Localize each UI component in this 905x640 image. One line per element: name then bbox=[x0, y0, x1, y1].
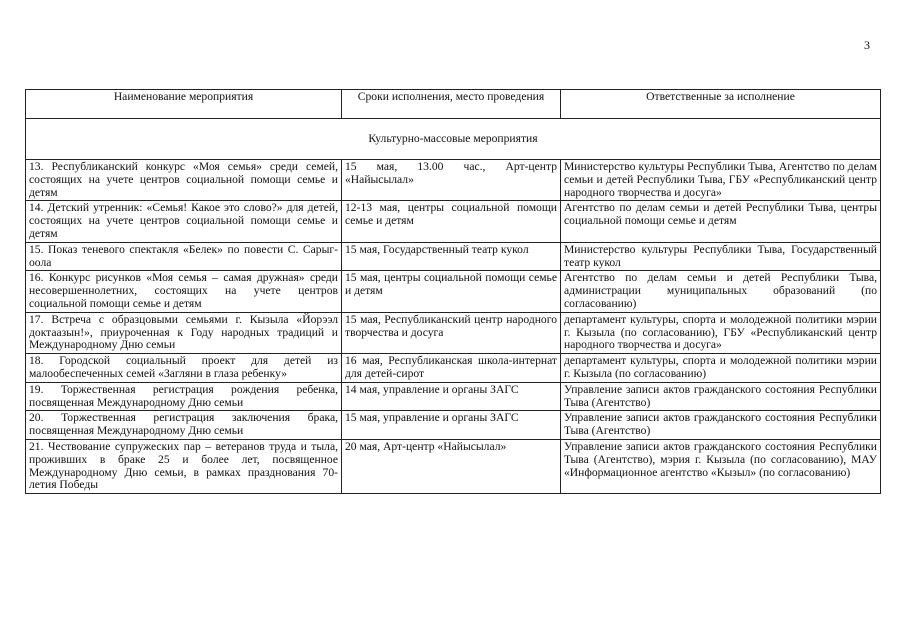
event-cell: 13. Республиканский конкурс «Моя семья» среди семей, состоящих на учете центров социальной помощи семье и детям bbox=[26, 160, 342, 201]
responsible-cell: Министерство культуры Республики Тыва, Государственный театр кукол bbox=[561, 242, 881, 271]
table-row bbox=[26, 312, 881, 353]
event-cell: 19. Торжественная регистрация рождения ребенка, посвященная Международному Дню семьи bbox=[26, 382, 342, 411]
responsible-cell: департамент культуры, спорта и молодежной политики мэрии г. Кызыла (по согласованию) bbox=[561, 354, 881, 383]
table-row bbox=[26, 439, 881, 493]
event-cell: 15. Показ теневого спектакля «Белек» по повести С. Сарыг-оола bbox=[26, 242, 342, 271]
page-number: 3 bbox=[864, 38, 870, 52]
section-row bbox=[26, 119, 881, 160]
event-cell: 14. Детский утренник: «Семья! Какое это слово?» для детей, состоящих на учете центров социальной помощи семье и детям bbox=[26, 201, 342, 242]
responsible-cell: Управление записи актов гражданского состояния Республики Тыва (Агентство), мэрия г. Кызыла (по согласованию), МАУ «Информационное агентство «Кызыл» (по согласованию) bbox=[561, 439, 881, 493]
time-place-cell: 15 мая, управление и органы ЗАГС bbox=[342, 411, 561, 440]
time-place-cell: 15 мая, центры социальной помощи семье и детям bbox=[342, 271, 561, 312]
event-cell: 20. Торжественная регистрация заключения брака, посвященная Международному Дню семьи bbox=[26, 411, 342, 440]
time-place-cell: 15 мая, 13.00 час., Арт-центр «Найысылал» bbox=[342, 160, 561, 201]
event-cell: 18. Городской социальный проект для детей из малообеспеченных семей «Загляни в глаза ребенку» bbox=[26, 354, 342, 383]
time-place-cell: 14 мая, управление и органы ЗАГС bbox=[342, 382, 561, 411]
time-place-cell: 16 мая, Республиканская школа-интернат для детей-сирот bbox=[342, 354, 561, 383]
responsible-cell: департамент культуры, спорта и молодежной политики мэрии г. Кызыла (по согласованию), ГБУ «Республиканский центр народного творчества и досуга» bbox=[561, 312, 881, 353]
time-place-cell: 15 мая, Государственный театр кукол bbox=[342, 242, 561, 271]
table-row bbox=[26, 382, 881, 411]
table-row bbox=[26, 354, 881, 383]
header-event-name: Наименование мероприятия bbox=[26, 90, 342, 119]
responsible-cell: Министерство культуры Республики Тыва, Агентство по делам семьи и детей Республики Тыва, ГБУ «Республиканский центр народного творчества и досуга» bbox=[561, 160, 881, 201]
time-place-cell: 12-13 мая, центры социальной помощи семье и детям bbox=[342, 201, 561, 242]
event-cell: 21. Чествование супружеских пар – ветеранов труда и тыла, проживших в браке 25 и более лет, посвященное Международному Дню семьи, в рамках празднования 70-летия Победы bbox=[26, 439, 342, 493]
table-row bbox=[26, 271, 881, 312]
responsible-cell: Агентство по делам семьи и детей Республики Тыва, администрации муниципальных образований (по согласованию) bbox=[561, 271, 881, 312]
table-header-row bbox=[26, 90, 881, 119]
header-responsible: Ответственные за исполнение bbox=[561, 90, 881, 119]
responsible-cell: Управление записи актов гражданского состояния Республики Тыва (Агентство) bbox=[561, 382, 881, 411]
table-row bbox=[26, 201, 881, 242]
section-title: Культурно-массовые мероприятия bbox=[26, 119, 881, 160]
table-row bbox=[26, 160, 881, 201]
table-row bbox=[26, 411, 881, 440]
time-place-cell: 20 мая, Арт-центр «Найысылал» bbox=[342, 439, 561, 493]
event-cell: 16. Конкурс рисунков «Моя семья – самая дружная» среди несовершеннолетних, состоящих на учете центров социальной помощи семье и детям bbox=[26, 271, 342, 312]
table-row bbox=[26, 242, 881, 271]
event-cell: 17. Встреча с образцовыми семьями г. Кызыла «Йорээл доктаазын!», приуроченная к Году народных традиций и Международному Дню семьи bbox=[26, 312, 342, 353]
header-time-place: Сроки исполнения, место проведения bbox=[342, 90, 561, 119]
events-table bbox=[25, 89, 881, 494]
time-place-cell: 15 мая, Республиканский центр народного творчества и досуга bbox=[342, 312, 561, 353]
responsible-cell: Агентство по делам семьи и детей Республики Тыва, центры социальной помощи семье и детям bbox=[561, 201, 881, 242]
responsible-cell: Управление записи актов гражданского состояния Республики Тыва (Агентство) bbox=[561, 411, 881, 440]
